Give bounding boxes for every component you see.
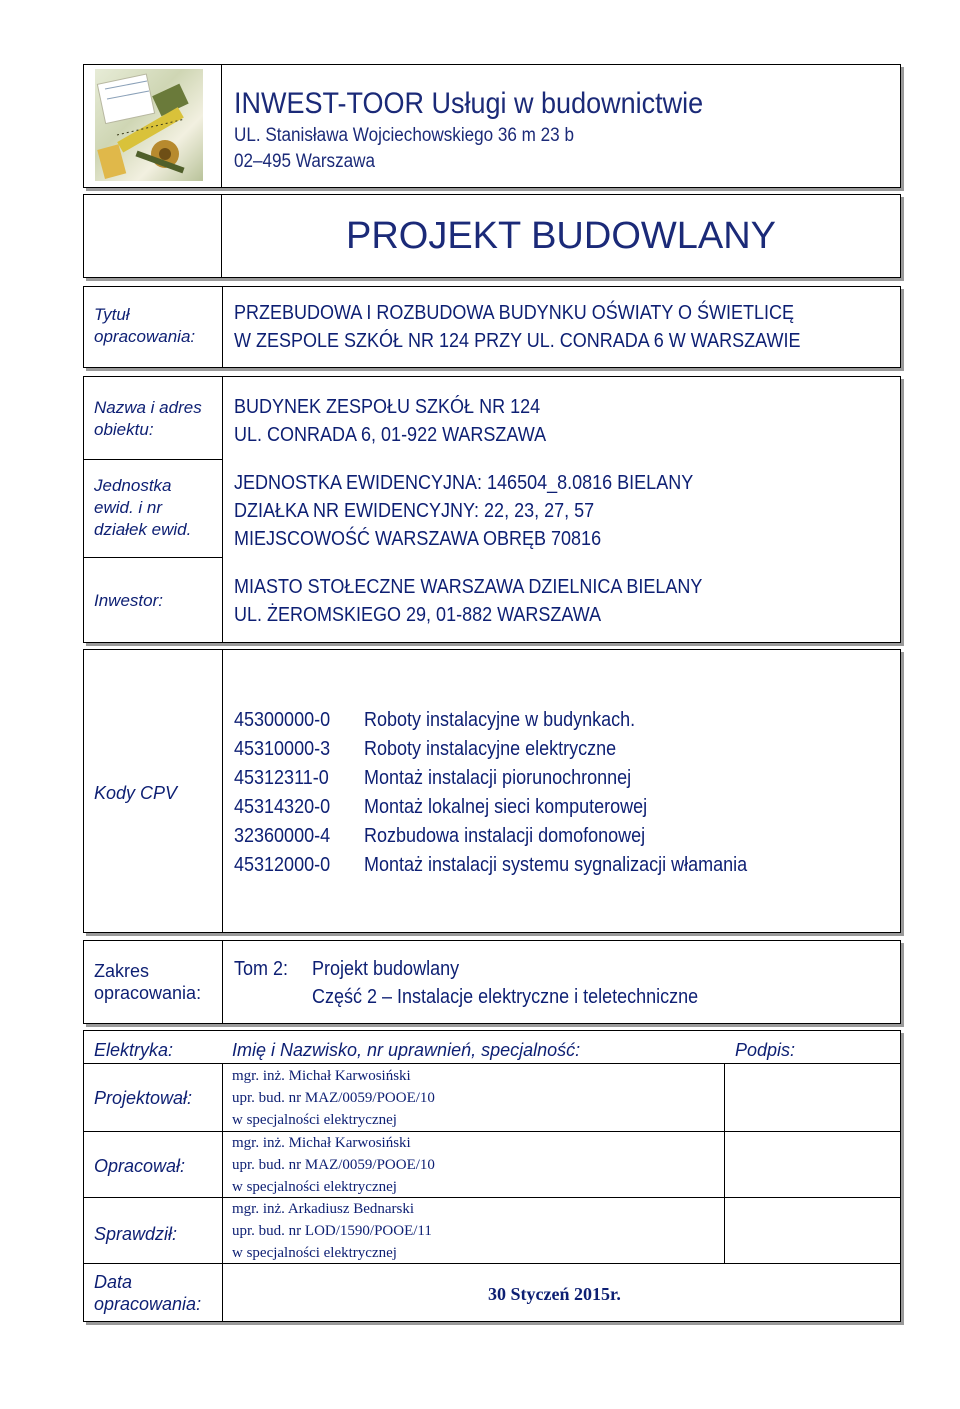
cpv-code: 32360000-4	[234, 825, 331, 847]
unit-line-2: DZIAŁKA NR EWIDENCYJNY: 22, 23, 27, 57	[234, 500, 595, 522]
date-label: Data opracowania:	[94, 1272, 202, 1314]
scope-indent	[234, 983, 312, 1011]
header-box	[83, 64, 901, 188]
object-line-2: UL. CONRADA 6, 01-922 WARSZAWA	[234, 424, 547, 446]
cpv-box	[83, 649, 901, 933]
object-row-divider	[84, 459, 223, 460]
sig-row-label: Projektował:	[94, 1088, 193, 1108]
date-value: 30 Styczeń 2015r.	[488, 1284, 621, 1304]
title-line-1: PRZEBUDOWA I ROZBUDOWA BUDYNKU OŚWIATY O ŚWIETLICĘ	[234, 302, 795, 324]
cpv-item	[234, 822, 894, 851]
cpv-desc: Montaż instalacji piorunochronnej	[364, 767, 632, 789]
sig-row-line: w specjalności elektrycznej	[232, 1245, 397, 1261]
company-name: INWEST-TOOR Usługi w budownictwie	[234, 87, 704, 120]
sig-row-line: upr. bud. nr MAZ/0059/POOE/10	[232, 1090, 435, 1106]
cpv-desc: Montaż lokalnej sieci komputerowej	[364, 796, 648, 818]
title-divider	[222, 287, 223, 367]
cpv-item	[234, 706, 894, 735]
title-line-2: W ZESPOLE SZKÓŁ NR 124 PRZY UL. CONRADA 6 W WARSZAWIE	[234, 330, 801, 352]
company-street: UL. Stanisława Wojciechowskiego 36 m 23 b	[234, 125, 574, 146]
company-info	[234, 87, 874, 175]
object-label: Nazwa i adres obiektu:	[94, 398, 202, 439]
object-line-1: BUDYNEK ZESPOŁU SZKÓŁ NR 124	[234, 396, 541, 418]
heading-box	[83, 194, 901, 278]
unit-row-divider	[84, 557, 223, 558]
cpv-desc: Montaż instalacji systemu sygnalizacji włamania	[364, 854, 748, 876]
sig-hline-3	[84, 1263, 900, 1264]
sig-row-details	[232, 1132, 435, 1198]
object-value	[234, 393, 894, 449]
sig-divider-left	[222, 1063, 223, 1321]
title-box	[83, 286, 901, 368]
sig-row-line: mgr. inż. Arkadiusz Bednarski	[232, 1201, 415, 1217]
investor-line-2: UL. ŻEROMSKIEGO 29, 01-882 WARSZAWA	[234, 604, 602, 626]
cpv-desc: Roboty instalacyjne elektryczne	[364, 738, 617, 760]
page-title: PROJEKT BUDOWLANY	[345, 215, 777, 257]
sig-row-details	[232, 1065, 435, 1131]
sig-row-line: upr. bud. nr MAZ/0059/POOE/10	[232, 1157, 435, 1173]
sig-row-label: Sprawdził:	[94, 1224, 178, 1244]
unit-label: Jednostka ewid. i nr działek ewid.	[94, 476, 192, 539]
sig-row-line: w specjalności elektrycznej	[232, 1179, 397, 1195]
cpv-item	[234, 793, 894, 822]
investor-value	[234, 573, 894, 629]
unit-line-1: JEDNOSTKA EWIDENCYJNA: 146504_8.0816 BIELANY	[234, 472, 694, 494]
cpv-code: 45300000-0	[234, 709, 331, 731]
scope-value	[234, 955, 894, 1011]
sig-hline-1	[84, 1131, 900, 1132]
scope-tom: Tom 2:	[234, 958, 289, 980]
object-divider	[222, 377, 223, 642]
scope-line-1-row	[234, 955, 894, 983]
sig-hline-2	[84, 1197, 900, 1198]
sig-hline-0	[84, 1063, 900, 1064]
unit-line-3: MIEJSCOWOŚĆ WARSZAWA OBRĘB 70816	[234, 528, 602, 550]
scope-line-2: Część 2 – Instalacje elektryczne i teletechniczne	[312, 986, 699, 1008]
scope-divider	[222, 941, 223, 1023]
cpv-item	[234, 735, 894, 764]
company-logo	[95, 69, 203, 181]
cpv-code: 45310000-3	[234, 738, 331, 760]
scope-label: Zakres opracowania:	[94, 961, 202, 1003]
unit-value	[234, 469, 894, 553]
title-label: Tytuł opracowania:	[94, 305, 196, 346]
company-city: 02–495 Warszawa	[234, 151, 376, 172]
logo-cell	[84, 65, 222, 187]
scope-box	[83, 940, 901, 1024]
sig-row-line: mgr. inż. Michał Karwosiński	[232, 1068, 411, 1084]
cpv-list	[234, 706, 894, 880]
sig-header-label: Elektryka:	[94, 1040, 174, 1060]
cpv-label: Kody CPV	[94, 783, 178, 803]
signatures-box	[83, 1030, 901, 1322]
cpv-item	[234, 764, 894, 793]
sig-row-line: w specjalności elektrycznej	[232, 1112, 397, 1128]
scope-line-2-row	[234, 983, 894, 1011]
cpv-divider	[222, 650, 223, 932]
investor-label: Inwestor:	[94, 591, 163, 610]
sig-row-details	[232, 1198, 432, 1264]
cpv-code: 45312000-0	[234, 854, 331, 876]
cpv-code: 45314320-0	[234, 796, 331, 818]
cpv-code: 45312311-0	[234, 767, 329, 789]
sig-header-sign: Podpis:	[735, 1040, 796, 1060]
cpv-item	[234, 851, 894, 880]
object-box	[83, 376, 901, 643]
sig-row-line: mgr. inż. Michał Karwosiński	[232, 1135, 411, 1151]
cpv-desc: Roboty instalacyjne w budynkach.	[364, 709, 636, 731]
sig-divider-right	[724, 1063, 725, 1263]
scope-line-1: Projekt budowlany	[312, 958, 460, 980]
title-value	[234, 299, 894, 355]
cpv-desc: Rozbudowa instalacji domofonowej	[364, 825, 646, 847]
sig-row-label: Opracował:	[94, 1156, 186, 1176]
heading-left-cell	[84, 195, 222, 277]
investor-line-1: MIASTO STOŁECZNE WARSZAWA DZIELNICA BIELANY	[234, 576, 703, 598]
sig-row-line: upr. bud. nr LOD/1590/POOE/11	[232, 1223, 432, 1239]
sig-header-name: Imię i Nazwisko, nr uprawnień, specjalność:	[232, 1040, 581, 1060]
